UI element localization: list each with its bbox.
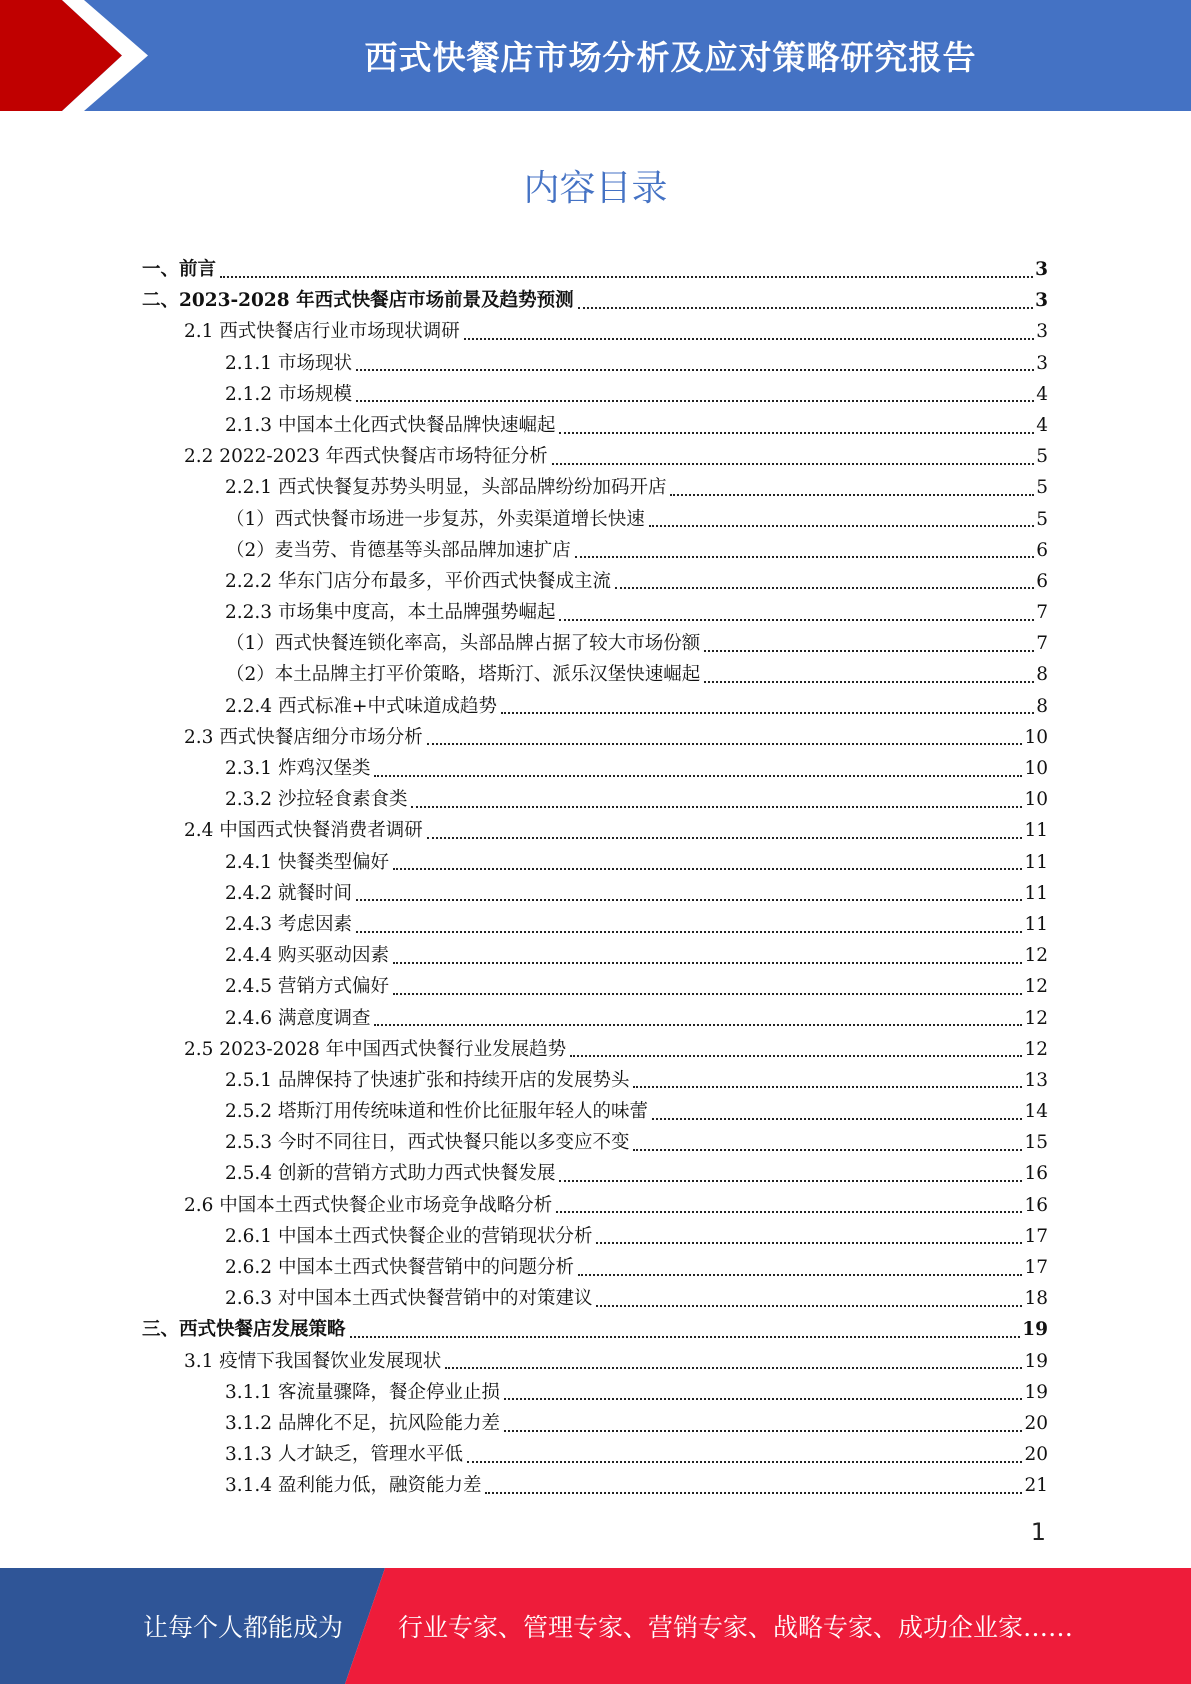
toc-leader-dots — [552, 463, 1035, 465]
toc-entry-label: 2.2 2022-2023 年西式快餐店市场特征分析 — [184, 446, 548, 468]
toc-entry-page: 14 — [1024, 1101, 1048, 1123]
toc-entry[interactable] — [142, 878, 1048, 909]
toc-entry-label: 3.1 疫情下我国餐饮业发展现状 — [184, 1350, 442, 1372]
toc-entry-label: 2.4.3 考虑因素 — [225, 913, 352, 935]
toc-entry[interactable] — [142, 410, 1048, 441]
toc-leader-dots — [501, 712, 1034, 714]
toc-entry[interactable] — [142, 1470, 1048, 1501]
toc-entry-page: 16 — [1024, 1194, 1048, 1216]
toc-entry-label: 2.1.3 中国本土化西式快餐品牌快速崛起 — [225, 414, 556, 436]
toc-entry-label: 2.3.2 沙拉轻食素食类 — [225, 789, 408, 811]
table-of-contents — [142, 254, 1048, 1502]
toc-entry-page: 16 — [1024, 1163, 1048, 1185]
toc-entry[interactable] — [142, 441, 1048, 472]
toc-entry-page: 10 — [1024, 789, 1048, 811]
toc-entry[interactable] — [142, 504, 1048, 535]
toc-entry-label: 2.4.2 就餐时间 — [225, 882, 352, 904]
toc-entry-label: 2.1.1 市场现状 — [225, 352, 352, 374]
toc-entry-page: 19 — [1022, 1319, 1048, 1341]
toc-entry-page: 5 — [1036, 446, 1048, 468]
toc-leader-dots — [393, 993, 1022, 995]
toc-entry-page: 17 — [1024, 1225, 1048, 1247]
toc-leader-dots — [374, 1024, 1022, 1026]
footer-slogan-right: 行业专家、管理专家、营销专家、战略专家、成功企业家…… — [398, 1613, 1074, 1642]
toc-entry-label: 2.5.4 创新的营销方式助力西式快餐发展 — [225, 1163, 556, 1185]
toc-entry-label: 2.4.4 购买驱动因素 — [225, 945, 389, 967]
toc-entry-label: 2.6 中国本土西式快餐企业市场竞争战略分析 — [184, 1194, 553, 1216]
toc-entry-page: 12 — [1024, 1038, 1048, 1060]
toc-entry-page: 19 — [1024, 1381, 1048, 1403]
toc-entry[interactable] — [142, 722, 1048, 753]
toc-entry-page: 19 — [1024, 1350, 1048, 1372]
toc-leader-dots — [652, 1118, 1022, 1120]
chevron-arrow-icon — [0, 0, 160, 111]
toc-leader-dots — [350, 1336, 1021, 1338]
toc-heading: 内容目录 — [523, 168, 668, 209]
toc-entry[interactable] — [142, 379, 1048, 410]
toc-leader-dots — [559, 432, 1034, 434]
toc-leader-dots — [485, 1492, 1022, 1494]
toc-entry-label: 3.1.2 品牌化不足，抗风险能力差 — [225, 1412, 500, 1434]
report-title: 西式快餐店市场分析及应对策略研究报告 — [364, 38, 977, 77]
toc-entry-label: 二、2023-2028 年西式快餐店市场前景及趋势预测 — [142, 290, 574, 312]
toc-entry-page: 20 — [1024, 1412, 1048, 1434]
toc-leader-dots — [356, 899, 1023, 901]
toc-leader-dots — [615, 587, 1034, 589]
toc-entry[interactable] — [142, 1065, 1048, 1096]
footer-slogan-left: 让每个人都能成为 — [143, 1613, 344, 1642]
toc-entry-page: 13 — [1024, 1069, 1048, 1091]
toc-leader-dots — [649, 525, 1034, 527]
toc-leader-dots — [427, 837, 1023, 839]
toc-entry-page: 8 — [1036, 695, 1048, 717]
toc-entry-label: 2.4.5 营销方式偏好 — [225, 976, 389, 998]
toc-entry-label: 2.4.6 满意度调查 — [225, 1007, 371, 1029]
toc-entry-label: 2.5.2 塔斯汀用传统味道和性价比征服年轻人的味蕾 — [225, 1101, 648, 1123]
toc-entry-label: 3.1.1 客流量骤降，餐企停业止损 — [225, 1381, 500, 1403]
toc-entry[interactable] — [142, 909, 1048, 940]
toc-entry[interactable] — [142, 815, 1048, 846]
toc-entry-page: 6 — [1036, 539, 1048, 561]
toc-entry-page: 11 — [1024, 882, 1048, 904]
toc-entry-label: 2.4.1 快餐类型偏好 — [225, 851, 389, 873]
toc-entry-label: 2.5.1 品牌保持了快速扩张和持续开店的发展势头 — [225, 1069, 630, 1091]
toc-leader-dots — [427, 743, 1023, 745]
toc-entry-page: 12 — [1024, 945, 1048, 967]
toc-entry-label: 2.6.2 中国本土西式快餐营销中的问题分析 — [225, 1257, 574, 1278]
toc-entry[interactable] — [142, 1221, 1048, 1252]
toc-entry-label: 2.5 2023-2028 年中国西式快餐行业发展趋势 — [184, 1038, 567, 1060]
toc-entry-page: 10 — [1024, 758, 1048, 779]
toc-entry[interactable] — [142, 316, 1048, 347]
toc-entry[interactable] — [142, 348, 1048, 379]
toc-leader-dots — [559, 619, 1034, 621]
toc-leader-dots — [704, 650, 1034, 652]
toc-entry-page: 5 — [1036, 508, 1048, 530]
toc-entry[interactable] — [142, 597, 1048, 628]
toc-entry-label: 2.1.2 市场规模 — [225, 383, 352, 405]
toc-entry-label: 2.2.2 华东门店分布最多，平价西式快餐成主流 — [225, 570, 611, 592]
toc-entry-label: （1）西式快餐市场进一步复苏，外卖渠道增长快速 — [226, 508, 645, 530]
toc-leader-dots — [704, 681, 1034, 683]
toc-entry[interactable] — [142, 566, 1048, 597]
toc-entry-page: 3 — [1036, 321, 1048, 343]
toc-entry-label: （2）本土品牌主打平价策略，塔斯汀、派乐汉堡快速崛起 — [226, 664, 701, 686]
toc-entry-page: 8 — [1036, 664, 1048, 686]
toc-entry[interactable] — [142, 472, 1048, 503]
toc-entry-page: 11 — [1024, 820, 1048, 842]
toc-entry[interactable] — [142, 1158, 1048, 1189]
toc-entry[interactable] — [142, 628, 1048, 659]
toc-entry-page: 15 — [1024, 1132, 1048, 1154]
toc-entry[interactable] — [142, 1034, 1048, 1065]
toc-entry-label: 2.5.3 今时不同往日，西式快餐只能以多变应不变 — [225, 1132, 630, 1154]
toc-entry-page: 4 — [1036, 383, 1048, 405]
toc-entry-label: 2.2.4 西式标准+中式味道成趋势 — [225, 695, 497, 717]
toc-leader-dots — [393, 868, 1022, 870]
toc-entry-label: 2.2.1 西式快餐复苏势头明显，头部品牌纷纷加码开店 — [225, 477, 667, 499]
toc-entry[interactable] — [142, 1346, 1048, 1377]
toc-entry-page: 3 — [1036, 352, 1048, 374]
toc-leader-dots — [504, 1398, 1022, 1400]
toc-entry-page: 4 — [1036, 414, 1048, 436]
toc-entry-page: 12 — [1024, 976, 1048, 998]
toc-entry[interactable] — [142, 285, 1048, 316]
toc-leader-dots — [670, 494, 1034, 496]
toc-leader-dots — [464, 338, 1034, 340]
toc-leader-dots — [504, 1430, 1022, 1432]
toc-entry-label: 3.1.4 盈利能力低，融资能力差 — [225, 1475, 482, 1497]
toc-leader-dots — [596, 1242, 1022, 1244]
toc-leader-dots — [633, 1086, 1022, 1088]
toc-leader-dots — [556, 1211, 1022, 1213]
toc-leader-dots — [578, 1274, 1022, 1276]
toc-entry[interactable] — [142, 254, 1048, 285]
toc-entry-page: 7 — [1036, 633, 1048, 655]
toc-entry[interactable] — [142, 1096, 1048, 1127]
toc-leader-dots — [633, 1149, 1022, 1151]
toc-entry-label: 2.6.1 中国本土西式快餐企业的营销现状分析 — [225, 1225, 593, 1247]
toc-entry-label: 2.4 中国西式快餐消费者调研 — [184, 820, 423, 842]
toc-entry[interactable] — [142, 1408, 1048, 1439]
toc-entry-page: 7 — [1036, 602, 1048, 624]
toc-entry[interactable] — [142, 753, 1048, 784]
toc-entry-page: 11 — [1024, 851, 1048, 873]
toc-leader-dots — [411, 806, 1022, 808]
toc-leader-dots — [356, 400, 1034, 402]
toc-entry[interactable] — [142, 1314, 1048, 1345]
toc-entry-label: 2.6.3 对中国本土西式快餐营销中的对策建议 — [225, 1288, 593, 1310]
toc-leader-dots — [596, 1305, 1022, 1307]
toc-entry-label: 一、前言 — [142, 259, 217, 280]
toc-leader-dots — [570, 1055, 1022, 1057]
toc-leader-dots — [445, 1367, 1022, 1369]
toc-entry-page: 5 — [1036, 477, 1048, 499]
toc-leader-dots — [356, 931, 1023, 933]
toc-entry-page: 10 — [1024, 726, 1048, 748]
toc-entry-page: 3 — [1035, 259, 1048, 280]
toc-entry[interactable] — [142, 971, 1048, 1002]
toc-entry[interactable] — [142, 1439, 1048, 1470]
toc-leader-dots — [467, 1461, 1022, 1463]
toc-entry-label: 2.2.3 市场集中度高，本土品牌强势崛起 — [225, 602, 556, 624]
toc-entry[interactable] — [142, 784, 1048, 815]
toc-entry-label: 2.3 西式快餐店细分市场分析 — [184, 726, 423, 748]
toc-entry-page: 6 — [1036, 570, 1048, 592]
report-header-band — [0, 0, 1191, 111]
toc-entry-page: 3 — [1035, 290, 1048, 312]
toc-entry-page: 11 — [1024, 913, 1048, 935]
toc-entry[interactable] — [142, 1377, 1048, 1408]
toc-leader-dots — [374, 775, 1022, 777]
toc-leader-dots — [220, 276, 1033, 278]
toc-entry-label: 2.3.1 炸鸡汉堡类 — [225, 758, 371, 779]
toc-leader-dots — [559, 1180, 1022, 1182]
toc-entry-label: 三、西式快餐店发展策略 — [142, 1319, 346, 1341]
toc-entry-page: 17 — [1024, 1257, 1048, 1278]
toc-entry[interactable] — [142, 535, 1048, 566]
toc-entry[interactable] — [142, 691, 1048, 722]
page-number: 1 — [1030, 1518, 1046, 1546]
toc-entry[interactable] — [142, 1127, 1048, 1158]
toc-entry-page: 12 — [1024, 1007, 1048, 1029]
footer-band — [0, 1568, 1191, 1684]
toc-entry-label: 3.1.3 人才缺乏，管理水平低 — [225, 1444, 463, 1466]
toc-leader-dots — [393, 962, 1022, 964]
toc-entry-label: （2）麦当劳、肯德基等头部品牌加速扩店 — [226, 539, 571, 561]
toc-leader-dots — [575, 556, 1034, 558]
toc-entry-page: 18 — [1024, 1288, 1048, 1310]
toc-entry-label: （1）西式快餐连锁化率高，头部品牌占据了较大市场份额 — [226, 633, 701, 655]
toc-entry[interactable] — [142, 1252, 1048, 1283]
toc-entry-page: 21 — [1024, 1475, 1048, 1497]
toc-entry[interactable] — [142, 847, 1048, 878]
toc-leader-dots — [578, 307, 1034, 309]
toc-entry[interactable] — [142, 659, 1048, 690]
toc-entry[interactable] — [142, 1283, 1048, 1314]
toc-entry[interactable] — [142, 940, 1048, 971]
toc-entry[interactable] — [142, 1003, 1048, 1034]
toc-entry[interactable] — [142, 1190, 1048, 1221]
toc-entry-page: 20 — [1024, 1444, 1048, 1466]
toc-entry-label: 2.1 西式快餐店行业市场现状调研 — [184, 321, 460, 343]
toc-leader-dots — [356, 369, 1034, 371]
